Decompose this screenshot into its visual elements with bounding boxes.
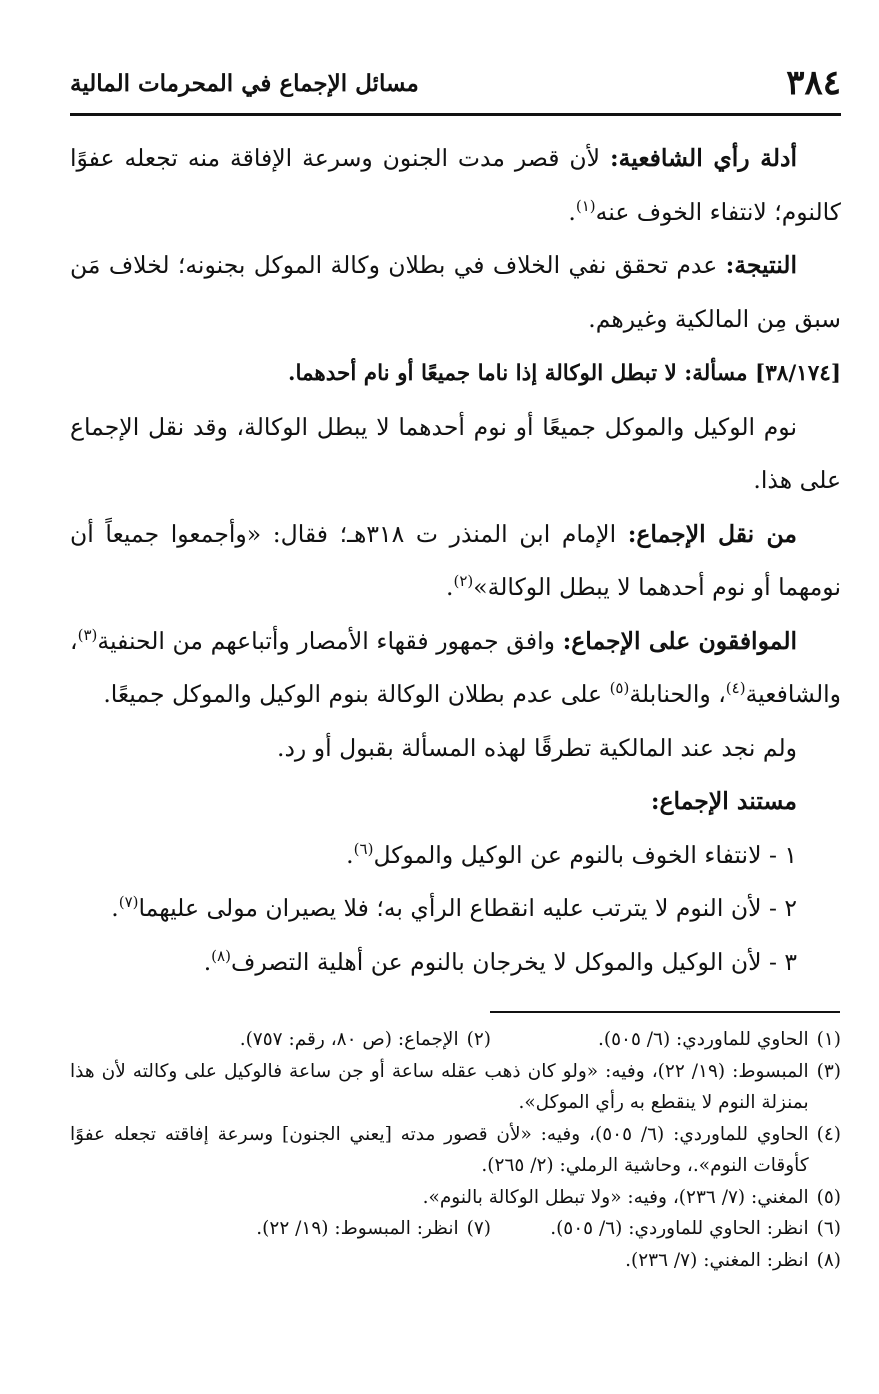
footnote-8: (٨) انظر: المغني: (٧/ ٢٣٦). bbox=[625, 1249, 841, 1271]
main-text bbox=[70, 132, 841, 989]
footnote-ref[interactable]: (٤) bbox=[725, 679, 746, 698]
list-item: ٢ - لأن النوم لا يترتب عليه انقطاع الرأي به؛ فلا يصيران مولى عليهما$^{(٧)}$. bbox=[111, 893, 797, 922]
paragraph-lead: الموافقون على الإجماع: bbox=[562, 626, 798, 655]
paragraph-lead: أدلة رأي الشافعية: bbox=[609, 144, 798, 172]
footnote-ref[interactable]: (٨) bbox=[211, 946, 231, 965]
paragraph-maliki-note: ولم نجد عند المالكية تطرقًا لهذه المسألة بقبول أو رد. bbox=[276, 733, 797, 762]
footnote-2: (٢) الإجماع: (ص ٨٠، رقم: ٧٥٧). bbox=[239, 1029, 491, 1050]
running-title: مسائل الإجماع في المحرمات المالية bbox=[70, 69, 419, 97]
paragraph-lead: النتيجة: bbox=[725, 251, 797, 279]
paragraph-result: النتيجة: عدم تحقق نفي الخلاف في بطلان وكالة الموكل بجنونه؛ لخلاف مَن سبق مِن المالكية وغيرهم. bbox=[70, 251, 841, 333]
issue-heading: [٣٨/١٧٤] مسألة: لا تبطل الوكالة إذا ناما جميعًا أو نام أحدهما. bbox=[287, 361, 841, 386]
footnote-3: (٣) المبسوط: (١٩/ ٢٢)، وفيه: «ولو كان ذهب عقله ساعة أو جن ساعة فالوكيل على وكالته لأن هذا بمنزلة النوم لا ينقطع به رأي الموكل». bbox=[70, 1060, 841, 1113]
paragraph-lead: من نقل الإجماع: bbox=[627, 519, 798, 548]
footnote-1: (١) الحاوي للماوردي: (٦/ ٥٠٥). bbox=[597, 1029, 841, 1050]
paragraph-consensus-transmitter: من نقل الإجماع: الإمام ابن المنذر ت ٣١٨هـ؛ فقال: «وأجمعوا جميعاً أن نومهما أو نوم أحدهما لا يبطل الوكالة»$^{(٢)}$. bbox=[70, 519, 841, 601]
footnote-row bbox=[70, 1213, 841, 1245]
list-item: ٣ - لأن الوكيل والموكل لا يخرجان بالنوم عن أهلية التصرف$^{(٨)}$. bbox=[203, 946, 797, 976]
footnote-ref[interactable]: (٣) bbox=[77, 625, 98, 644]
footnote-ref[interactable]: (٧) bbox=[118, 893, 139, 912]
footnote-ref[interactable]: (١) bbox=[575, 196, 596, 215]
footnote-6: (٦) انظر: الحاوي للماوردي: (٦/ ٥٠٥). bbox=[550, 1218, 841, 1239]
footnote-5: (٥) المغني: (٧/ ٢٣٦)، وفيه: «ولا تبطل الوكالة بالنوم». bbox=[422, 1186, 841, 1208]
footnote-4: (٤) الحاوي للماوردي: (٦/ ٥٠٥)، وفيه: «لأن قصور مدته [يعني الجنون] وسرعة إفاقته تجعله عفوًا كأوقات النوم».، وحاشية الرملي: (٢/ ٢٦٥). bbox=[70, 1123, 841, 1176]
footnote-separator bbox=[490, 1011, 840, 1013]
footnotes bbox=[70, 1024, 841, 1276]
paragraph-agreeing-scholars: الموافقون على الإجماع: وافق جمهور فقهاء الأمصار وأتباعهم من الحنفية$^{(٣)}$، والشافعية$^{(٤)}$، والحنابلة$^{(٥)}$ على عدم بطلان الوكالة بنوم الوكيل والموكل جميعًا. bbox=[70, 625, 841, 708]
paragraph-issue-statement: نوم الوكيل والموكل جميعًا أو نوم أحدهما لا يبطل الوكالة، وقد نقل الإجماع على هذا. bbox=[70, 412, 841, 494]
subheading-consensus-basis: مستند الإجماع: bbox=[650, 787, 797, 815]
page-number: ٣٨٤ bbox=[786, 63, 841, 103]
header-rule bbox=[70, 113, 841, 116]
page-header bbox=[70, 62, 841, 104]
paragraph-shafii-evidence: أدلة رأي الشافعية: لأن قصر مدت الجنون وسرعة الإفاقة منه تجعله عفوًا كالنوم؛ لانتفاء الخوف عنه$^{(١)}$. bbox=[70, 144, 841, 226]
footnote-ref[interactable]: (٢) bbox=[453, 572, 474, 591]
footnote-ref[interactable]: (٥) bbox=[609, 679, 630, 698]
footnote-7: (٧) انظر: المبسوط: (١٩/ ٢٢). bbox=[256, 1218, 491, 1239]
footnote-ref[interactable]: (٦) bbox=[353, 839, 374, 858]
list-item: ١ - لانتفاء الخوف بالنوم عن الوكيل والموكل$^{(٦)}$. bbox=[346, 839, 797, 869]
footnote-row bbox=[70, 1024, 841, 1056]
